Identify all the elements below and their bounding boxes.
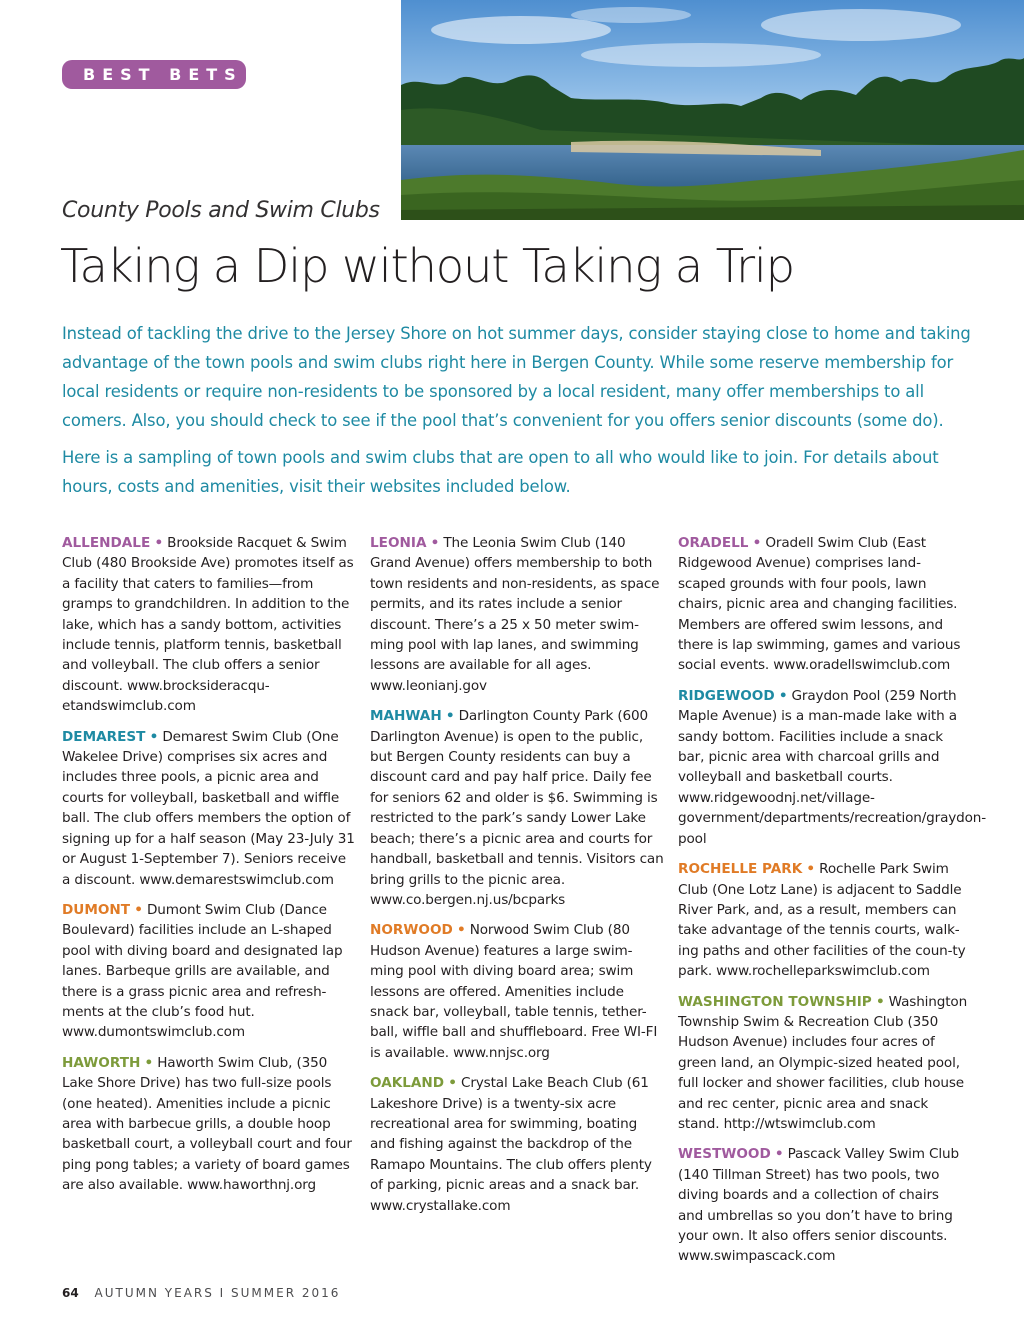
publication-line: AUTUMN YEARS I SUMMER 2016 — [94, 1286, 341, 1300]
page-footer — [62, 1286, 340, 1300]
town-name: MAHWAH — [370, 708, 442, 725]
club-description: The Leonia Swim Club (140 Grand Avenue) offers membership to both town residents and non-residents, as space permits, and its rates include a senior discount. There’s a 25 x 50 meter swim-ming pool with lap lanes, and swimming lessons are available for all ages. www.leonianj.gov — [370, 535, 660, 694]
page-number: 64 — [62, 1286, 79, 1300]
text-column-3 — [678, 533, 987, 1277]
intro-paragraph: Instead of tackling the drive to the Jersey Shore on hot summer days, consider staying close to home and taking advantage of the town pools and swim clubs right here in Bergen County. While some reserve membership for local residents or require non-residents to be sponsored by a local resident, many offer memberships to all comers. Also, you should check to see if the pool that’s convenient for you offers senior discounts (some do). — [62, 324, 971, 430]
section-badge: BEST BETS — [62, 60, 246, 89]
club-entry-dumont — [62, 900, 356, 1043]
town-name: NORWOOD — [370, 922, 453, 939]
bullet-separator: • — [134, 901, 143, 918]
club-entry-washington-township — [678, 992, 968, 1135]
town-name: WASHINGTON TOWNSHIP — [678, 993, 872, 1010]
club-entry-ridgewood — [678, 686, 987, 849]
club-description: Haworth Swim Club, (350 Lake Shore Drive) has two full-size pools (one heated). Amenities include a picnic area with barbecue grills, a double hoop basketball court, a volleyball court and four ping pong tables; a variety of board games are also available. www.haworthnj.org — [62, 1054, 352, 1194]
town-name: ROCHELLE PARK — [678, 861, 803, 878]
town-name: OAKLAND — [370, 1075, 445, 1092]
bullet-separator: • — [875, 993, 885, 1010]
club-description: Graydon Pool (259 North Maple Avenue) is a man-made lake with a sandy bottom. Facilities include a snack bar, picnic area with charcoal grills and volleyball and basketball courts. www.ridgewoodnj.net/village-government/departments/recreation/graydon-pool — [678, 687, 987, 847]
town-name: HAWORTH — [62, 1054, 141, 1071]
town-name: WESTWOOD — [678, 1146, 771, 1163]
club-description: Pascack Valley Swim Club (140 Tillman Street) has two pools, two diving boards and a collection of chairs and umbrellas so you don’t have to bring your own. It also offers senior discounts. www.swimpascack.com — [678, 1146, 959, 1265]
town-name: ORADELL — [678, 535, 749, 551]
bullet-separator: • — [456, 922, 466, 939]
town-name: DEMAREST — [62, 728, 146, 745]
town-name: DUMONT — [62, 901, 131, 918]
bullet-separator: • — [806, 861, 815, 878]
club-description: Washington Township Swim & Recreation Club (350 Hudson Avenue) includes four acres of green land, an Olympic-sized heated pool, full locker and shower facilities, club house and rec center, picnic area and snack stand. http://wtswimclub.com — [678, 993, 968, 1132]
club-entry-oakland — [370, 1073, 664, 1216]
text-column-1 — [62, 533, 356, 1206]
article-headline: Taking a Dip without Taking a Trip — [60, 239, 794, 293]
lake-photo — [401, 0, 1024, 220]
club-description: Oradell Swim Club (East Ridgewood Avenue) comprises land-scaped grounds with four pools, lawn chairs, picnic area and changing facilities. Members are offered swim lessons, and there is lap swimming, games and various social events. www.oradellswimclub.com — [678, 535, 961, 674]
bullet-separator: • — [778, 687, 788, 704]
town-name: RIDGEWOOD — [678, 687, 775, 704]
intro-paragraph: Here is a sampling of town pools and swim clubs that are open to all who would like to join. For details about hours, costs and amenities, visit their websites included below. — [62, 448, 939, 496]
club-entry-westwood — [678, 1144, 968, 1266]
club-description: Crystal Lake Beach Club (61 Lakeshore Drive) is a twenty-six acre recreational area for swimming, boating and fishing against the backdrop of the Ramapo Mountains. The club offers plenty of parking, picnic areas and a snack bar. www.crystallake.com — [370, 1075, 652, 1214]
bullet-separator: • — [154, 535, 163, 551]
club-entry-allendale — [62, 533, 356, 717]
lake-scene-image — [401, 0, 1024, 220]
bullet-separator: • — [752, 535, 762, 551]
bullet-separator: • — [149, 728, 159, 745]
text-column-2 — [370, 533, 664, 1226]
club-entry-norwood — [370, 920, 664, 1063]
town-name: LEONIA — [370, 535, 427, 551]
club-entry-mahwah — [370, 706, 664, 910]
town-name: ALLENDALE — [62, 535, 151, 551]
club-description: Dumont Swim Club (Dance Boulevard) facilities include an L-shaped pool with diving board and designated lap lanes. Barbeque grills are available, and there is a grass picnic area and refresh-ments at the club’s food hut. www.dumontswimclub.com — [62, 901, 343, 1041]
bullet-separator: • — [774, 1146, 784, 1163]
bullet-separator: • — [430, 535, 440, 551]
article-kicker: County Pools and Swim Clubs — [62, 198, 380, 223]
bullet-separator: • — [448, 1075, 457, 1092]
bullet-separator: • — [445, 708, 455, 725]
club-entry-oradell — [678, 533, 968, 676]
article-intro — [62, 319, 972, 501]
bullet-separator: • — [144, 1054, 154, 1071]
club-description: Norwood Swim Club (80 Hudson Avenue) features a large swim-ming pool with diving board area; swim lessons are offered. Amenities include snack bar, volleyball, table tennis, tether-ball, wiffle ball and shuffleboard. Free WI-FI is available. www.nnjsc.org — [370, 922, 658, 1061]
club-description: Darlington County Park (600 Darlington Avenue) is open to the public, but Bergen County residents can buy a discount card and pay half price. Daily fee for seniors 62 and older is $6. Swimming is restricted to the park’s sandy Lower Lake beach; there’s a picnic area and courts for handball, basketball and tennis. Visitors can bring grills to the picnic area. www.co.bergen.nj.us/bcparks — [370, 708, 664, 908]
club-entry-haworth — [62, 1053, 356, 1196]
club-entry-rochelle-park — [678, 859, 968, 981]
club-description: Brookside Racquet & Swim Club (480 Brookside Ave) promotes itself as a facility that caters to families—from gramps to grandchildren. In addition to the lake, which has a sandy bottom, activities include tennis, platform tennis, basketball and volleyball. The club offers a senior discount. www.brocksideracqu-etandswimclub.com — [62, 535, 354, 715]
club-description: Demarest Swim Club (One Wakelee Drive) comprises six acres and includes three pools, a picnic area and courts for volleyball, basketball and wiffle ball. The club offers members the option of signing up for a half season (May 23-July 31 or August 1-September 7). Seniors receive a discount. www.demarestswimclub.com — [62, 728, 355, 888]
club-entry-demarest — [62, 727, 356, 890]
club-entry-leonia — [370, 533, 664, 696]
club-description: Rochelle Park Swim Club (One Lotz Lane) is adjacent to Saddle River Park, and, as a result, members can take advantage of the tennis courts, walk-ing paths and other facilities of the coun-ty park. www.rochelleparkswimclub.com — [678, 861, 966, 980]
